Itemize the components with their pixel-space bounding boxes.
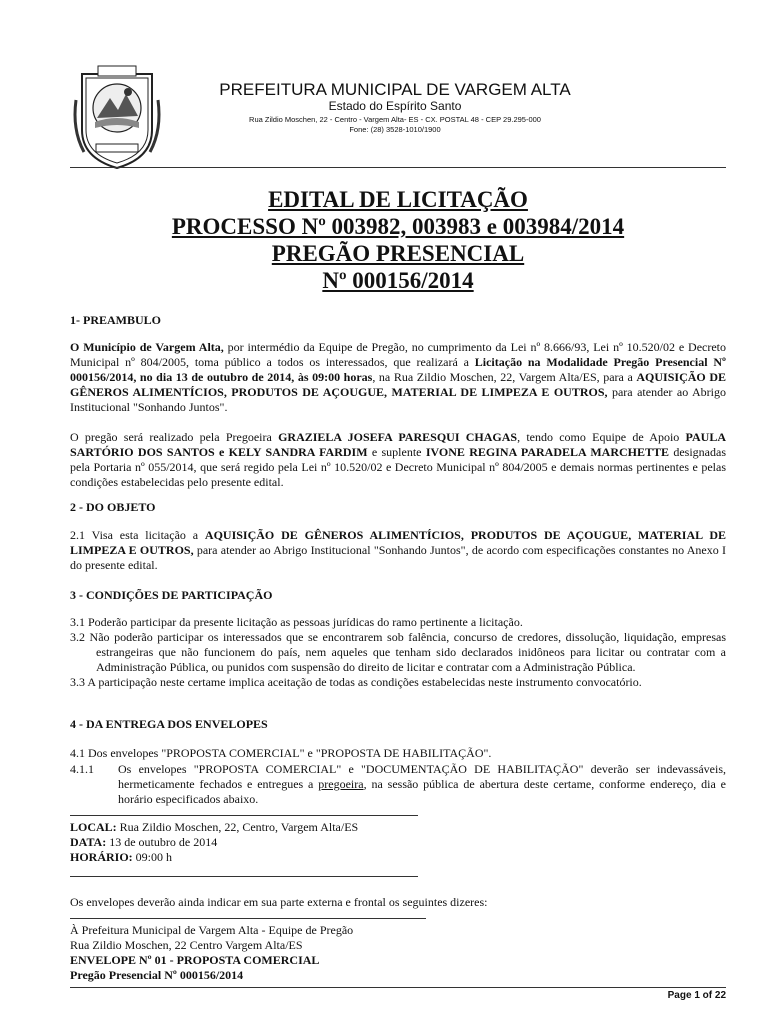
time-value: 09:00 h: [132, 850, 173, 864]
envelope-line-4: Pregão Presencial Nº 000156/2014: [70, 968, 244, 982]
text: por intermédio da Equipe de Pregão, no cumprimento da Lei nº 8.666/93, Lei nº 10.520/02 e Decreto Municipal nº 804/2005, toma público a todos os interessados, que realizará a: [70, 340, 726, 369]
separator-line: [70, 918, 426, 919]
footer-divider: [70, 987, 726, 988]
text-bold: IVONE REGINA PARADELA MARCHETTE: [425, 445, 670, 459]
section-2-heading: 2 - DO OBJETO: [70, 500, 156, 514]
state-name: Estado do Espírito Santo: [328, 99, 462, 113]
envelope-line-3: ENVELOPE Nº 01 - PROPOSTA COMERCIAL: [70, 953, 320, 967]
text: , na sessão pública de abertura deste certame, conforme endereço, dia e horário especificados abaixo.: [118, 777, 726, 806]
local-label: LOCAL:: [70, 820, 117, 834]
text: O pregão será realizado pela Pregoeira: [70, 430, 279, 444]
date-value: 13 de outubro de 2014: [106, 835, 218, 849]
envelope-line-2: Rua Zildio Moschen, 22 Centro Vargem Alta/ES: [70, 938, 303, 952]
section-3-heading: 3 - CONDIÇÕES DE PARTICIPAÇÃO: [70, 588, 273, 602]
text: Os envelopes "PROPOSTA COMERCIAL" e "DOCUMENTAÇÃO DE HABILITAÇÃO" deverão ser indevassáveis, hermeticamente fechados e entregues a: [118, 762, 726, 791]
text: para atender ao Abrigo Institucional "Sonhando Juntos", de acordo com especificações constantes no Anexo I do presente edital.: [70, 543, 726, 572]
title-line-1: EDITAL DE LICITAÇÃO: [268, 187, 528, 212]
text-bold: AQUISIÇÃO DE GÊNEROS ALIMENTÍCIOS, PRODUTOS DE AÇOUGUE, MATERIAL DE LIMPEZA E OUTROS,: [70, 528, 727, 557]
item-text: [118, 762, 726, 807]
prefeitura-title: PREFEITURA MUNICIPAL DE VARGEM ALTA: [219, 80, 571, 99]
item-4-1: 4.1 Dos envelopes "PROPOSTA COMERCIAL" e "PROPOSTA DE HABILITAÇÃO".: [70, 746, 492, 760]
separator-line: [70, 876, 418, 877]
item-3-1: 3.1 Poderão participar da presente licitação as pessoas jurídicas do ramo pertinente a licitação.: [70, 615, 523, 629]
text-underlined: pregoeira: [318, 777, 364, 791]
time-label: HORÁRIO:: [70, 850, 133, 864]
text-bold: Licitação na Modalidade Pregão Presencial Nº 000156/2014, no dia 13 de outubro de 2014, às 09:00 horas: [70, 355, 726, 384]
envelope-intro: Os envelopes deverão ainda indicar em sua parte externa e frontal os seguintes dizeres:: [70, 895, 488, 909]
item-3-3: 3.3 A participação neste certame implica aceitação de todas as condições estabelecidas neste instrumento convocatório.: [70, 675, 642, 689]
item-number: 4.1.1: [70, 762, 94, 776]
section-4-heading: 4 - DA ENTREGA DOS ENVELOPES: [70, 717, 268, 731]
text: e suplente: [367, 445, 426, 459]
item-4-1-1: [70, 762, 726, 807]
municipal-crest-icon: [72, 60, 162, 172]
local-value: Rua Zildio Moschen, 22, Centro, Vargem Alta/ES: [116, 820, 359, 834]
envelope-label-block: [70, 923, 726, 983]
section-1-heading: 1- PREAMBULO: [70, 313, 161, 327]
envelope-line-1: À Prefeitura Municipal de Vargem Alta - Equipe de Pregão: [70, 923, 354, 937]
text: para atender ao Abrigo Institucional "Sonhando Juntos".: [70, 385, 726, 414]
page-number: Page 1 of 22: [667, 990, 726, 1001]
item-3-2: 3.2 Não poderão participar os interessados que se encontrarem sob falência, concurso de credores, dissolução, liquidação, empresas estrangeiras que não funcionem do país, nem aqueles que tenham sido declarados inidôneos para licitar ou contratar com a Administração Pública, ou punidos com suspensão do direito de licitar e contratar com a Administração Pública.: [70, 630, 726, 674]
text: , tendo como Equipe de Apoio: [517, 430, 686, 444]
text-bold: AQUISIÇÃO DE GÊNEROS ALIMENTÍCIOS, PRODUTOS DE AÇOUGUE, MATERIAL DE LIMPEZA E OUTROS,: [70, 370, 726, 399]
text: designadas pela Portaria nº 055/2014, que será regido pela Lei nº 10.520/02 e Decreto Municipal nº 804/2005 e demais normas pertinentes e pelas condições estabelecidas pelo presente edital.: [70, 445, 727, 489]
text-bold: O Município de Vargem Alta,: [70, 340, 224, 354]
header-divider: [70, 167, 726, 168]
title-line-3: PREGÃO PRESENCIAL: [271, 241, 525, 266]
preamble-paragraph-2: [70, 430, 726, 490]
text-bold: GRAZIELA JOSEFA PARESQUI CHAGAS: [278, 430, 518, 444]
text: , na Rua Zildio Moschen, 22, Vargem Alta/ES, para a: [372, 370, 637, 384]
title-line-2: PROCESSO Nº 003982, 003983 e 003984/2014: [171, 214, 625, 239]
text-bold: PAULA SARTÓRIO DOS SANTOS e KELY SANDRA FARDIM: [70, 430, 726, 459]
location-block: [70, 820, 726, 865]
header-phone: Fone: (28) 3528-1010/1900: [349, 125, 441, 134]
participation-items: [70, 615, 726, 690]
text: 2.1 Visa esta licitação a: [70, 528, 205, 542]
header-address: Rua Zildio Moschen, 22 - Centro - Vargem Alta- ES - CX. POSTAL 48 - CEP 29.295-000: [249, 115, 541, 124]
separator-line: [70, 815, 418, 816]
title-line-4: Nº 000156/2014: [322, 268, 474, 293]
date-label: DATA:: [70, 835, 107, 849]
object-paragraph: [70, 528, 726, 573]
document-title: [70, 186, 726, 294]
preamble-paragraph-1: [70, 340, 726, 415]
